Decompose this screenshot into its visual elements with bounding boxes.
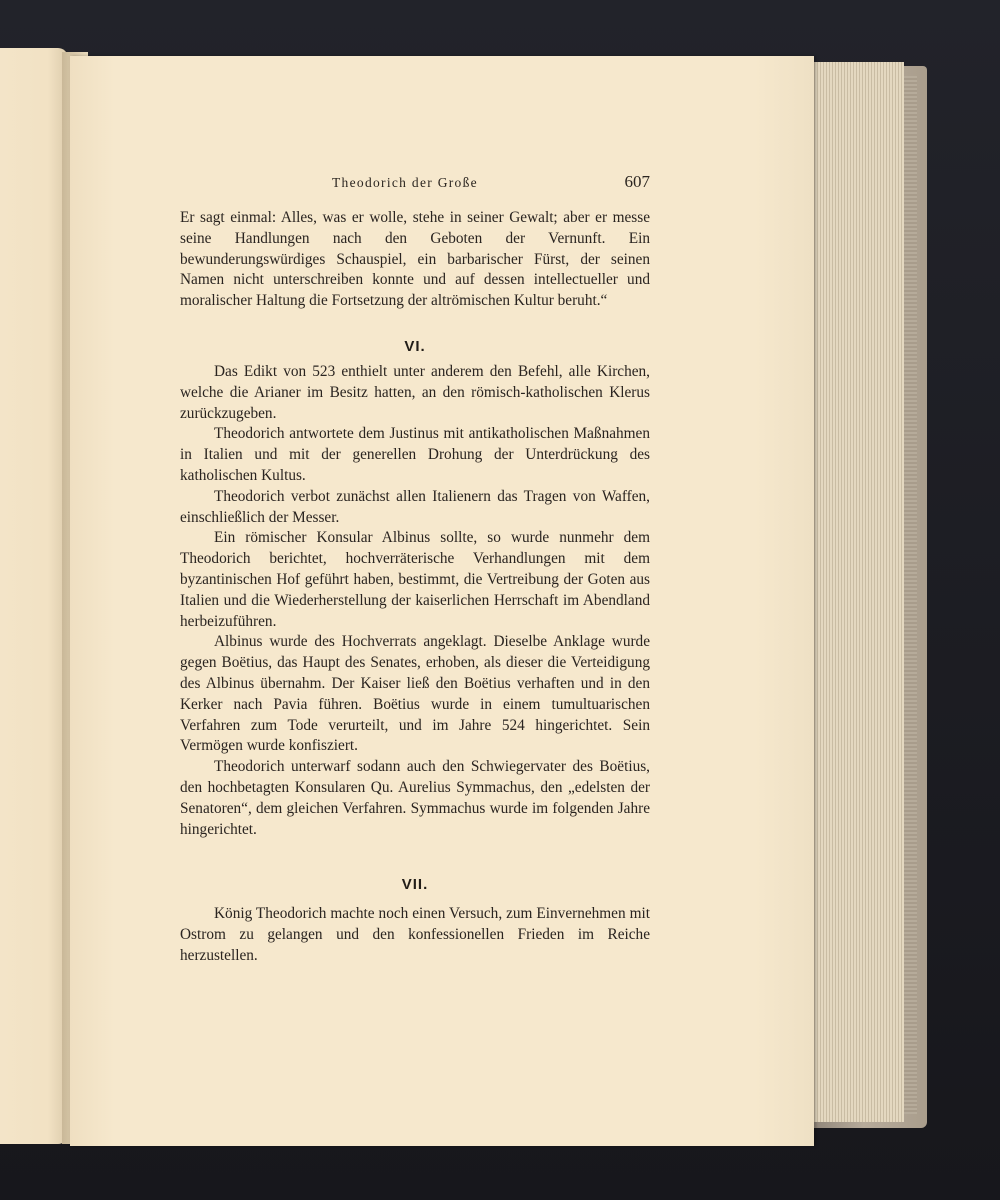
paragraph: Albinus wurde des Hochverrats angeklagt. Dieselbe Anklage wurde gegen Boëtius, das Haupt des Senates, erhoben, als dieser die Verteidigung des Albinus übernahm. Der Kaiser ließ den Boëtius verhaften und in den Kerker nach Pavia führen. Boëtius wurde in einem tumultuarischen Verfahren zum Tode verurteilt, und im Jahre 524 hingerichtet. Sein Vermögen wurde konfisziert. xyxy=(180,633,650,755)
section-heading-vii: VII. xyxy=(401,876,429,893)
paragraph: Theodorich verbot zunächst allen Italienern das Tragen von Waffen, einschließlich der Messer. xyxy=(180,487,650,526)
paragraph: Theodorich antwortete dem Justinus mit antikatholischen Maßnahmen in Italien und mit der generellen Drohung der Unterdrückung des katholischen Kultus. xyxy=(180,425,650,484)
paragraph: Ein römischer Konsular Albinus sollte, so wurde nunmehr dem Theodorich berichtet, hochverräterische Verhandlungen mit dem byzantinischen Hof geführt haben, bestimmt, die Vertreibung der Goten aus Italien und die Wiederherstellung der kaiserlichen Herrschaft im Abendland herbeizuführen. xyxy=(180,529,650,630)
page-header xyxy=(180,172,650,200)
left-page xyxy=(0,48,68,1144)
page-edges xyxy=(812,62,904,1122)
section-heading-vi: VI. xyxy=(404,338,426,355)
section-vi-text xyxy=(180,362,650,840)
running-title: Theodorich der Große xyxy=(332,175,478,190)
page-number: 607 xyxy=(624,172,650,191)
paragraph: Er sagt einmal: Alles, was er wolle, stehe in seiner Gewalt; aber er messe seine Handlungen nach den Geboten der Vernunft. Ein bewunderungswürdiges Schauspiel, ein barbarischer Fürst, der seinen Namen nicht unterschreiben konnte und auf dessen intellectueller und moralischer Haltung die Fortsetzung der altrömischen Kultur beruht.“ xyxy=(180,209,650,310)
paragraph: Theodorich unterwarf sodann auch den Schwiegervater des Boëtius, den hochbetagten Konsularen Qu. Aurelius Symmachus, den „edelsten der Senatoren“, dem gleichen Verfahren. Symmachus wurde im folgenden Jahre hingerichtet. xyxy=(180,758,650,838)
section-vii-text xyxy=(180,904,650,966)
paragraph: Das Edikt von 523 enthielt unter anderem den Befehl, alle Kirchen, welche die Arianer im Besitz hatten, an den römisch-katholischen Klerus zurückzugeben. xyxy=(180,363,650,422)
intro-text-block xyxy=(180,208,650,312)
paragraph: König Theodorich machte noch einen Versuch, zum Einvernehmen mit Ostrom zu gelangen und den konfessionellen Frieden im Reiche herzustellen. xyxy=(180,905,650,964)
